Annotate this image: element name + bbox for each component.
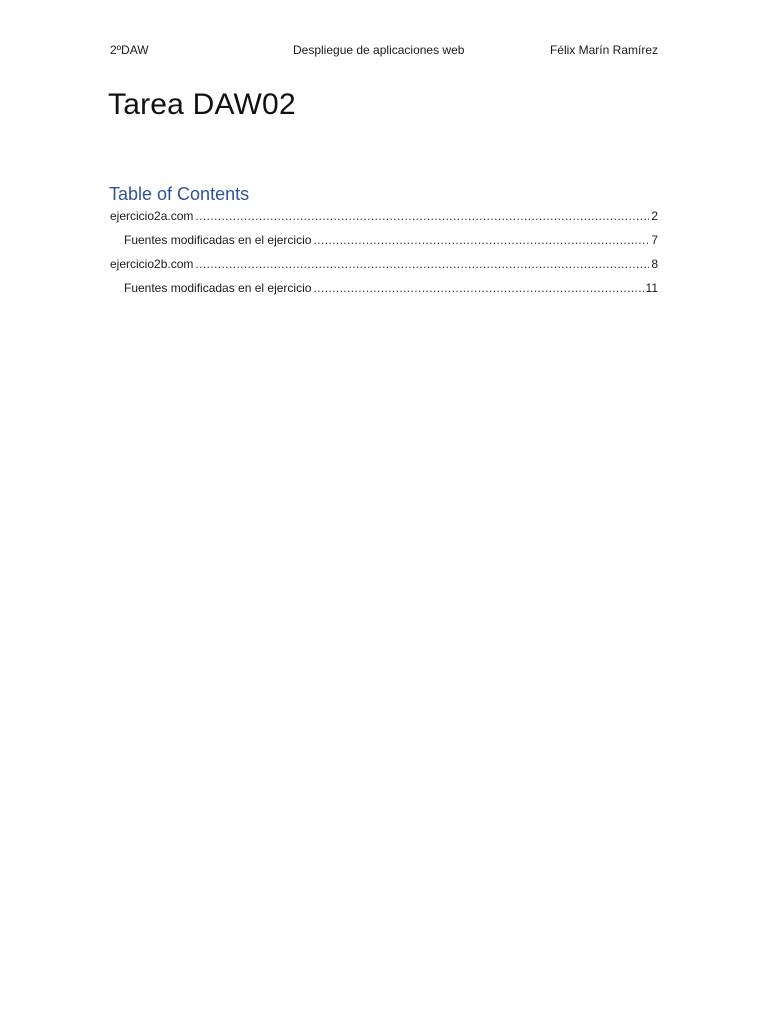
toc-entry-text: ejercicio2b.com — [110, 257, 194, 271]
toc-entry[interactable] — [110, 209, 658, 233]
toc-entry-text: ejercicio2a.com — [110, 209, 194, 223]
toc-entry[interactable] — [110, 233, 658, 257]
header-course: 2ºDAW — [110, 43, 149, 57]
document-title: Tarea DAW02 — [108, 88, 296, 121]
toc-entry-page: 7 — [651, 233, 658, 247]
header-author: Félix Marín Ramírez — [549, 43, 658, 57]
toc-entry-text: Fuentes modificadas en el ejercicio — [124, 281, 312, 295]
toc-dot-leader — [313, 281, 643, 295]
toc-entry-page: 11 — [645, 281, 658, 295]
toc-entry-page: 2 — [651, 209, 658, 223]
header-subject: Despliegue de aplicaciones web — [293, 43, 465, 57]
toc-entry-text: Fuentes modificadas en el ejercicio — [124, 233, 312, 247]
toc-heading: Table of Contents — [109, 184, 250, 204]
table-of-contents — [110, 209, 658, 305]
toc-entry-page: 8 — [651, 257, 658, 271]
toc-dot-leader — [313, 233, 649, 247]
toc-dot-leader — [195, 257, 649, 271]
toc-dot-leader — [195, 209, 649, 223]
page-header — [110, 43, 658, 61]
toc-entry[interactable] — [110, 281, 658, 305]
toc-entry[interactable] — [110, 257, 658, 281]
